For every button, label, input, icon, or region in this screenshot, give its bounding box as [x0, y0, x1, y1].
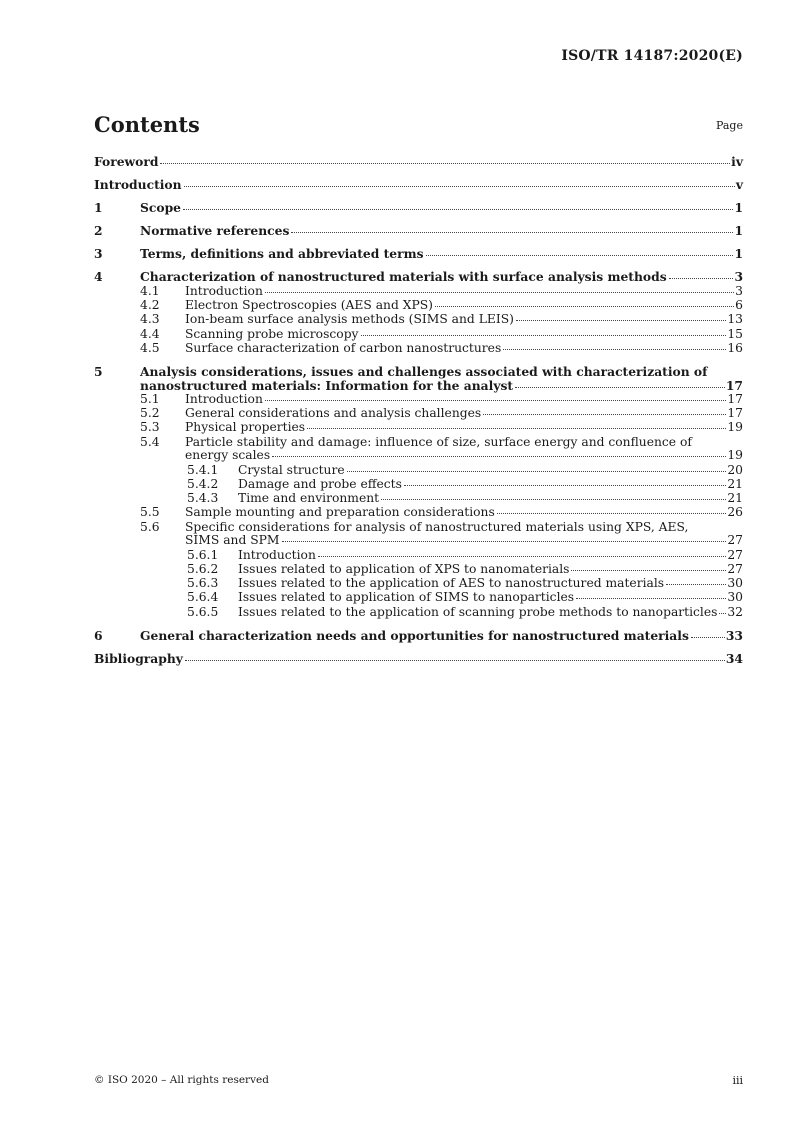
toc-entry[interactable]: [94, 563, 743, 577]
toc-entry-number: 5.1: [140, 391, 160, 406]
page-number: iii: [732, 1074, 743, 1087]
toc-entry[interactable]: [94, 436, 743, 463]
toc-entry[interactable]: [94, 342, 743, 356]
toc-entry-page: 3: [734, 269, 743, 285]
toc-entry-title: Issues related to the application of scanning probe methods to nanoparticles: [238, 604, 718, 619]
toc-entry-title: Sample mounting and preparation considerations: [185, 505, 495, 520]
toc-entry-page: 6: [735, 298, 743, 313]
toc-entry-page: 1: [734, 200, 743, 216]
toc-entry-page: 27: [727, 561, 743, 576]
toc-entry-number: 5: [94, 364, 103, 380]
toc-entry-number: 4.5: [140, 340, 160, 355]
toc-entry-number: 5.3: [140, 420, 160, 435]
dot-leader: [265, 400, 726, 401]
toc-entry[interactable]: [94, 328, 743, 342]
toc-entry-number: 5.6.3: [187, 576, 219, 591]
toc-entry-title: Damage and probe effects: [238, 476, 402, 491]
toc-entry-title: Issues related to application of SIMS to nanoparticles: [238, 590, 575, 605]
toc-entry-title: Scope: [140, 200, 181, 216]
toc-entry-title: nanostructured materials: Information for the analyst: [140, 377, 514, 393]
toc-entry-page: 20: [727, 462, 743, 477]
toc-entry[interactable]: [94, 365, 743, 392]
toc-entry-page: 30: [727, 576, 743, 591]
dot-leader: [719, 613, 726, 614]
toc-entry-number: 5.6: [140, 519, 160, 534]
toc-entry-page: 19: [727, 448, 743, 463]
toc-entry-page: 30: [727, 590, 743, 605]
dot-leader: [184, 186, 735, 187]
toc-entry-number: 4.1: [140, 283, 160, 298]
toc-entry-title: Characterization of nanostructured materials with surface analysis methods: [140, 269, 667, 285]
table-of-contents: [94, 155, 743, 665]
toc-entry-title: Physical properties: [185, 420, 306, 435]
toc-entry-page: 33: [725, 627, 743, 643]
dot-leader: [497, 513, 727, 514]
dot-leader: [183, 209, 733, 210]
toc-entry-page: 21: [727, 476, 743, 491]
toc-entry[interactable]: [94, 155, 743, 169]
toc-entry-title: Issues related to the application of AES to nanostructured materials: [238, 576, 665, 591]
toc-entry-page: 19: [727, 420, 743, 435]
document-id: ISO/TR 14187:2020(E): [561, 48, 743, 64]
toc-entry-title-line: Specific considerations for analysis of nanostructured materials using XPS, AES,: [185, 519, 689, 534]
toc-entry-page: 1: [734, 223, 743, 239]
toc-entry-number: 1: [94, 200, 103, 216]
toc-entry-title: SIMS and SPM: [185, 533, 280, 548]
dot-leader: [483, 414, 726, 415]
dot-leader: [160, 163, 730, 164]
toc-entry-page: 17: [725, 377, 743, 393]
toc-entry[interactable]: [94, 285, 743, 299]
toc-entry[interactable]: [94, 606, 743, 620]
toc-entry-number: 5.4.1: [187, 462, 219, 477]
toc-entry-page: 16: [727, 340, 743, 355]
dot-leader: [576, 598, 726, 599]
toc-entry[interactable]: [94, 652, 743, 666]
toc-entry[interactable]: [94, 492, 743, 506]
toc-entry[interactable]: [94, 313, 743, 327]
toc-entry[interactable]: [94, 407, 743, 421]
toc-entry-title: Time and environment: [238, 491, 380, 506]
toc-entry-number: 4: [94, 269, 103, 285]
toc-entry-title-line: Analysis considerations, issues and challenges associated with characterization of: [140, 364, 708, 380]
toc-entry-number: 5.6.1: [187, 547, 219, 562]
page-title: Contents: [94, 112, 200, 137]
toc-entry-title: Terms, definitions and abbreviated terms: [140, 246, 424, 262]
toc-entry-title: Foreword: [94, 154, 159, 169]
dot-leader: [361, 335, 727, 336]
dot-leader: [426, 255, 734, 256]
copyright-notice: © ISO 2020 – All rights reserved: [94, 1074, 269, 1086]
toc-entry-page: iv: [731, 154, 743, 169]
toc-entry[interactable]: [94, 591, 743, 605]
dot-leader: [307, 428, 726, 429]
toc-entry[interactable]: [94, 421, 743, 435]
dot-leader: [272, 456, 726, 457]
toc-entry[interactable]: [94, 201, 743, 215]
toc-entry[interactable]: [94, 393, 743, 407]
toc-entry-number: 5.4: [140, 434, 160, 449]
toc-entry-number: 5.6.5: [187, 604, 219, 619]
toc-entry[interactable]: [94, 521, 743, 548]
toc-entry-number: 5.2: [140, 406, 160, 421]
toc-entry-title: Ion-beam surface analysis methods (SIMS and LEIS): [185, 312, 514, 327]
toc-entry-page: 21: [727, 491, 743, 506]
toc-entry[interactable]: [94, 549, 743, 563]
toc-entry-page: v: [735, 177, 743, 193]
toc-entry-title: General characterization needs and opportunities for nanostructured materials: [140, 627, 689, 643]
toc-entry-number: 5.5: [140, 505, 160, 520]
toc-entry-page: 27: [727, 547, 743, 562]
toc-entry[interactable]: [94, 464, 743, 478]
toc-entry-page: 17: [727, 391, 743, 406]
toc-entry-title: Electron Spectroscopies (AES and XPS): [185, 298, 433, 313]
toc-entry[interactable]: [94, 299, 743, 313]
toc-entry-title: Bibliography: [94, 650, 183, 666]
dot-leader: [515, 387, 725, 388]
dot-leader: [503, 349, 726, 350]
toc-entry-title: Introduction: [94, 177, 182, 193]
toc-entry-number: 4.3: [140, 312, 160, 327]
toc-entry-page: 15: [727, 326, 743, 341]
toc-entry-title: Issues related to application of XPS to nanomaterials: [238, 561, 570, 576]
toc-entry-page: 3: [735, 283, 743, 298]
toc-entry-number: 4.4: [140, 326, 160, 341]
toc-entry-page: 26: [727, 505, 743, 520]
toc-entry-title: Scanning probe microscopy: [185, 326, 359, 341]
dot-leader: [381, 499, 726, 500]
toc-entry-title: Introduction: [238, 547, 316, 562]
toc-entry-title: Normative references: [140, 223, 290, 239]
dot-leader: [185, 660, 725, 661]
dot-leader: [571, 570, 726, 571]
dot-leader: [265, 292, 734, 293]
dot-leader: [318, 556, 726, 557]
toc-entry-page: 27: [727, 533, 743, 548]
toc-entry-number: 2: [94, 223, 103, 239]
toc-entry[interactable]: [94, 629, 743, 643]
toc-entry-number: 5.6.4: [187, 590, 219, 605]
dot-leader: [291, 232, 733, 233]
toc-entry-number: 3: [94, 246, 103, 262]
dot-leader: [691, 637, 725, 638]
toc-entry-page: 13: [727, 312, 743, 327]
dot-leader: [435, 306, 734, 307]
toc-entry[interactable]: [94, 478, 743, 492]
dot-leader: [404, 485, 726, 486]
toc-entry-number: 4.2: [140, 298, 160, 313]
toc-entry[interactable]: [94, 506, 743, 520]
toc-entry[interactable]: [94, 270, 743, 284]
toc-entry-page: 1: [734, 246, 743, 262]
toc-entry[interactable]: [94, 178, 743, 192]
toc-entry[interactable]: [94, 577, 743, 591]
toc-entry-title: Introduction: [185, 283, 263, 298]
page-column-label: Page: [715, 119, 743, 132]
toc-entry-title: Surface characterization of carbon nanostructures: [185, 340, 502, 355]
toc-entry[interactable]: [94, 224, 743, 238]
toc-entry-number: 5.4.2: [187, 476, 219, 491]
toc-entry[interactable]: [94, 247, 743, 261]
toc-entry-page: 17: [727, 406, 743, 421]
toc-entry-title: Introduction: [185, 391, 263, 406]
toc-entry-number: 6: [94, 627, 103, 643]
dot-leader: [666, 584, 726, 585]
dot-leader: [669, 278, 734, 279]
dot-leader: [347, 471, 727, 472]
toc-entry-page: 32: [727, 604, 743, 619]
toc-entry-number: 5.4.3: [187, 491, 219, 506]
toc-entry-title: Crystal structure: [238, 462, 345, 477]
toc-entry-title: General considerations and analysis challenges: [185, 406, 482, 421]
dot-leader: [516, 320, 726, 321]
toc-entry-title: energy scales: [185, 448, 271, 463]
toc-entry-number: 5.6.2: [187, 561, 219, 576]
dot-leader: [282, 541, 727, 542]
toc-entry-title-line: Particle stability and damage: influence of size, surface energy and confluence of: [185, 434, 692, 449]
toc-entry-page: 34: [725, 650, 743, 666]
